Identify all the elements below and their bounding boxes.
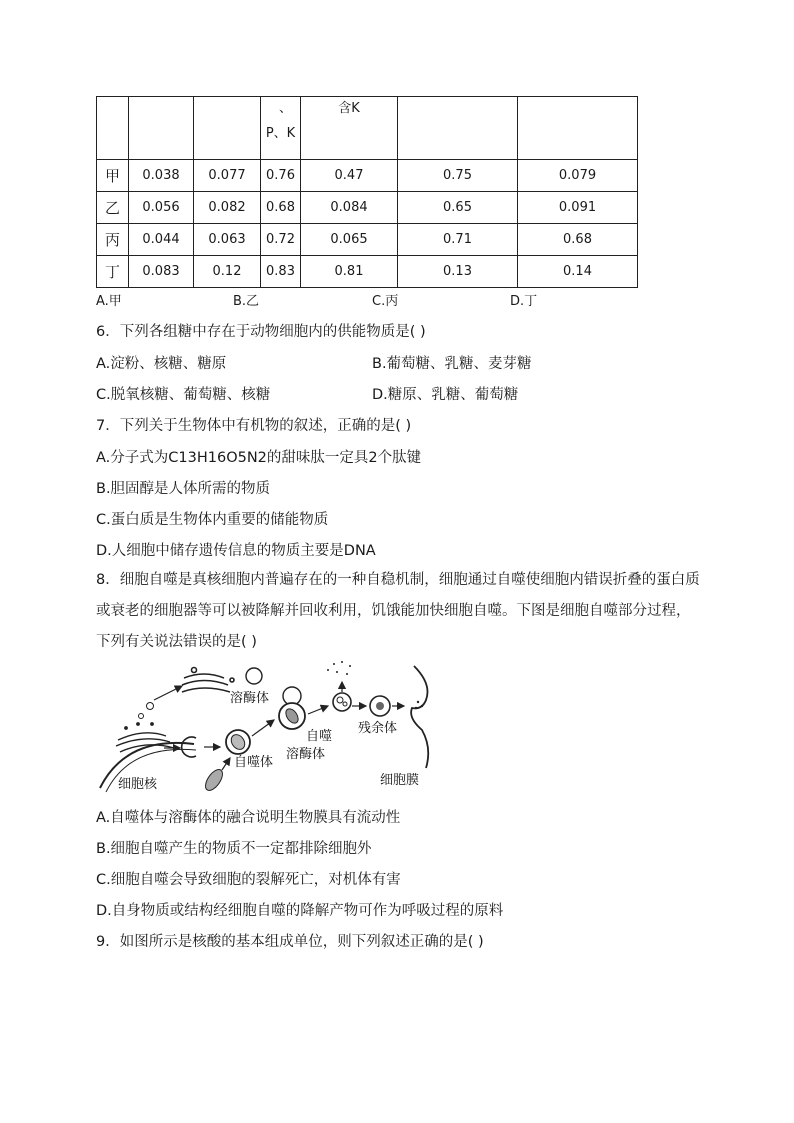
autophagy-svg: [96, 658, 446, 798]
q5-option-d: D.丁: [510, 294, 538, 309]
degrading-vesicle: [333, 693, 351, 711]
data-table-wrapper: [96, 96, 638, 288]
table-cell: 0.14: [518, 256, 638, 288]
header-text: 含K: [338, 101, 360, 116]
lysosome: [246, 668, 262, 684]
header-text-line1: 、: [278, 101, 292, 116]
table-cell: 0.47: [301, 160, 398, 192]
q7-option-c: C.蛋白质是生物体内重要的储能物质: [96, 512, 329, 528]
autolysosome: [279, 703, 305, 729]
q8-option-b: B.细胞自噬产生的物质不一定都排除细胞外: [96, 841, 372, 857]
table-cell: 0.76: [261, 160, 301, 192]
data-table: [96, 96, 638, 288]
table-cell: 0.83: [261, 256, 301, 288]
label-nucleus: 细胞核: [118, 777, 158, 792]
table-cell: 0.68: [518, 224, 638, 256]
label-autolysosome-line1: 自噬: [306, 729, 333, 744]
table-cell: 0.079: [518, 160, 638, 192]
header-cell: [97, 97, 129, 160]
header-cell: [518, 97, 638, 160]
table-cell: 0.75: [398, 160, 518, 192]
row-label: 甲: [97, 160, 129, 192]
arrow: [308, 706, 328, 714]
mitochondrion: [202, 767, 226, 794]
table-cell: 0.082: [194, 192, 261, 224]
autophagy-diagram: [96, 658, 446, 802]
table-cell: 0.81: [301, 256, 398, 288]
q9-stem: 9．如图所示是核酸的基本组成单位，则下列叙述正确的是( ): [96, 934, 484, 950]
header-cell: [398, 97, 518, 160]
arrow: [252, 720, 274, 736]
q7-option-d: D.人细胞中储存遗传信息的物质主要是DNA: [96, 543, 376, 559]
table-cell: 0.065: [301, 224, 398, 256]
table-cell: 0.091: [518, 192, 638, 224]
row-label: 乙: [97, 192, 129, 224]
table-cell: 0.71: [398, 224, 518, 256]
table-row: [97, 160, 638, 192]
q5-options: [96, 290, 656, 310]
q8-stem: 8．细胞自噬是真核细胞内普遍存在的一种自稳机制，细胞通过自噬使细胞内错误折叠的蛋白质或衰老的细胞器等可以被降解并回收利用，饥饿能加快细胞自噬。下图是细胞自噬部分过程，下列有关说法错误的是( ): [96, 572, 700, 650]
label-lysosome: 溶酶体: [230, 691, 270, 706]
header-cell: [301, 97, 398, 160]
label-residual-body: 残余体: [358, 721, 398, 736]
q6-option-d: D.糖原、乳糖、葡萄糖: [372, 387, 519, 403]
table-cell: 0.038: [129, 160, 194, 192]
header-cell: [194, 97, 261, 160]
label-autophagosome: 自噬体: [234, 755, 274, 770]
table-cell: 0.68: [261, 192, 301, 224]
table-cell: 0.12: [194, 256, 261, 288]
golgi-apparatus: [182, 668, 234, 693]
table-cell: 0.063: [194, 224, 261, 256]
q8-option-d: D.自身物质或结构经细胞自噬的降解产物可作为呼吸过程的原料: [96, 903, 504, 919]
label-cell-membrane: 细胞膜: [380, 773, 420, 788]
table-header-row: [97, 97, 638, 160]
autophagosome: [226, 730, 250, 754]
row-label: 丁: [97, 256, 129, 288]
q6-option-b: B.葡萄糖、乳糖、麦芽糖: [372, 356, 532, 372]
q6-stem: 6．下列各组糖中存在于动物细胞内的供能物质是( ): [96, 324, 426, 340]
table-row: [97, 224, 638, 256]
q8-option-c: C.细胞自噬会导致细胞的裂解死亡，对机体有害: [96, 872, 401, 888]
q5-option-a: A.甲: [96, 294, 122, 309]
table-cell: 0.044: [129, 224, 194, 256]
degradation-products: [327, 661, 351, 675]
arrow: [222, 758, 230, 770]
header-cell: [129, 97, 194, 160]
table-cell: 0.13: [398, 256, 518, 288]
q7-stem: 7．下列关于生物体中有机物的叙述，正确的是( ): [96, 418, 412, 434]
q5-option-b: B.乙: [233, 294, 260, 309]
table-cell: 0.084: [301, 192, 398, 224]
table-row: [97, 192, 638, 224]
table-row: [97, 256, 638, 288]
table-cell: 0.056: [129, 192, 194, 224]
q5-option-c: C.丙: [372, 294, 399, 309]
cell-membrane: [411, 666, 428, 768]
q6-option-c: C.脱氧核糖、葡萄糖、核糖: [96, 387, 271, 403]
table-cell: 0.077: [194, 160, 261, 192]
q7-option-a: A.分子式为C13H16O5N2的甜味肽一定具2个肽键: [96, 450, 422, 466]
header-text-line2: P、K: [265, 126, 296, 141]
table-cell: 0.65: [398, 192, 518, 224]
phagophore: [182, 737, 196, 757]
q6-option-a: A.淀粉、核糖、糖原: [96, 356, 227, 372]
vesicle: [147, 703, 154, 710]
table-cell: 0.083: [129, 256, 194, 288]
label-autolysosome-line2: 溶酶体: [286, 747, 326, 762]
row-label: 丙: [97, 224, 129, 256]
arrow: [154, 686, 182, 700]
q8-option-a: A.自噬体与溶酶体的融合说明生物膜具有流动性: [96, 810, 401, 826]
table-cell: 0.72: [261, 224, 301, 256]
q7-option-b: B.胆固醇是人体所需的物质: [96, 481, 271, 497]
residual-body: [370, 696, 390, 716]
vesicle: [139, 714, 144, 719]
header-cell: [261, 97, 301, 160]
